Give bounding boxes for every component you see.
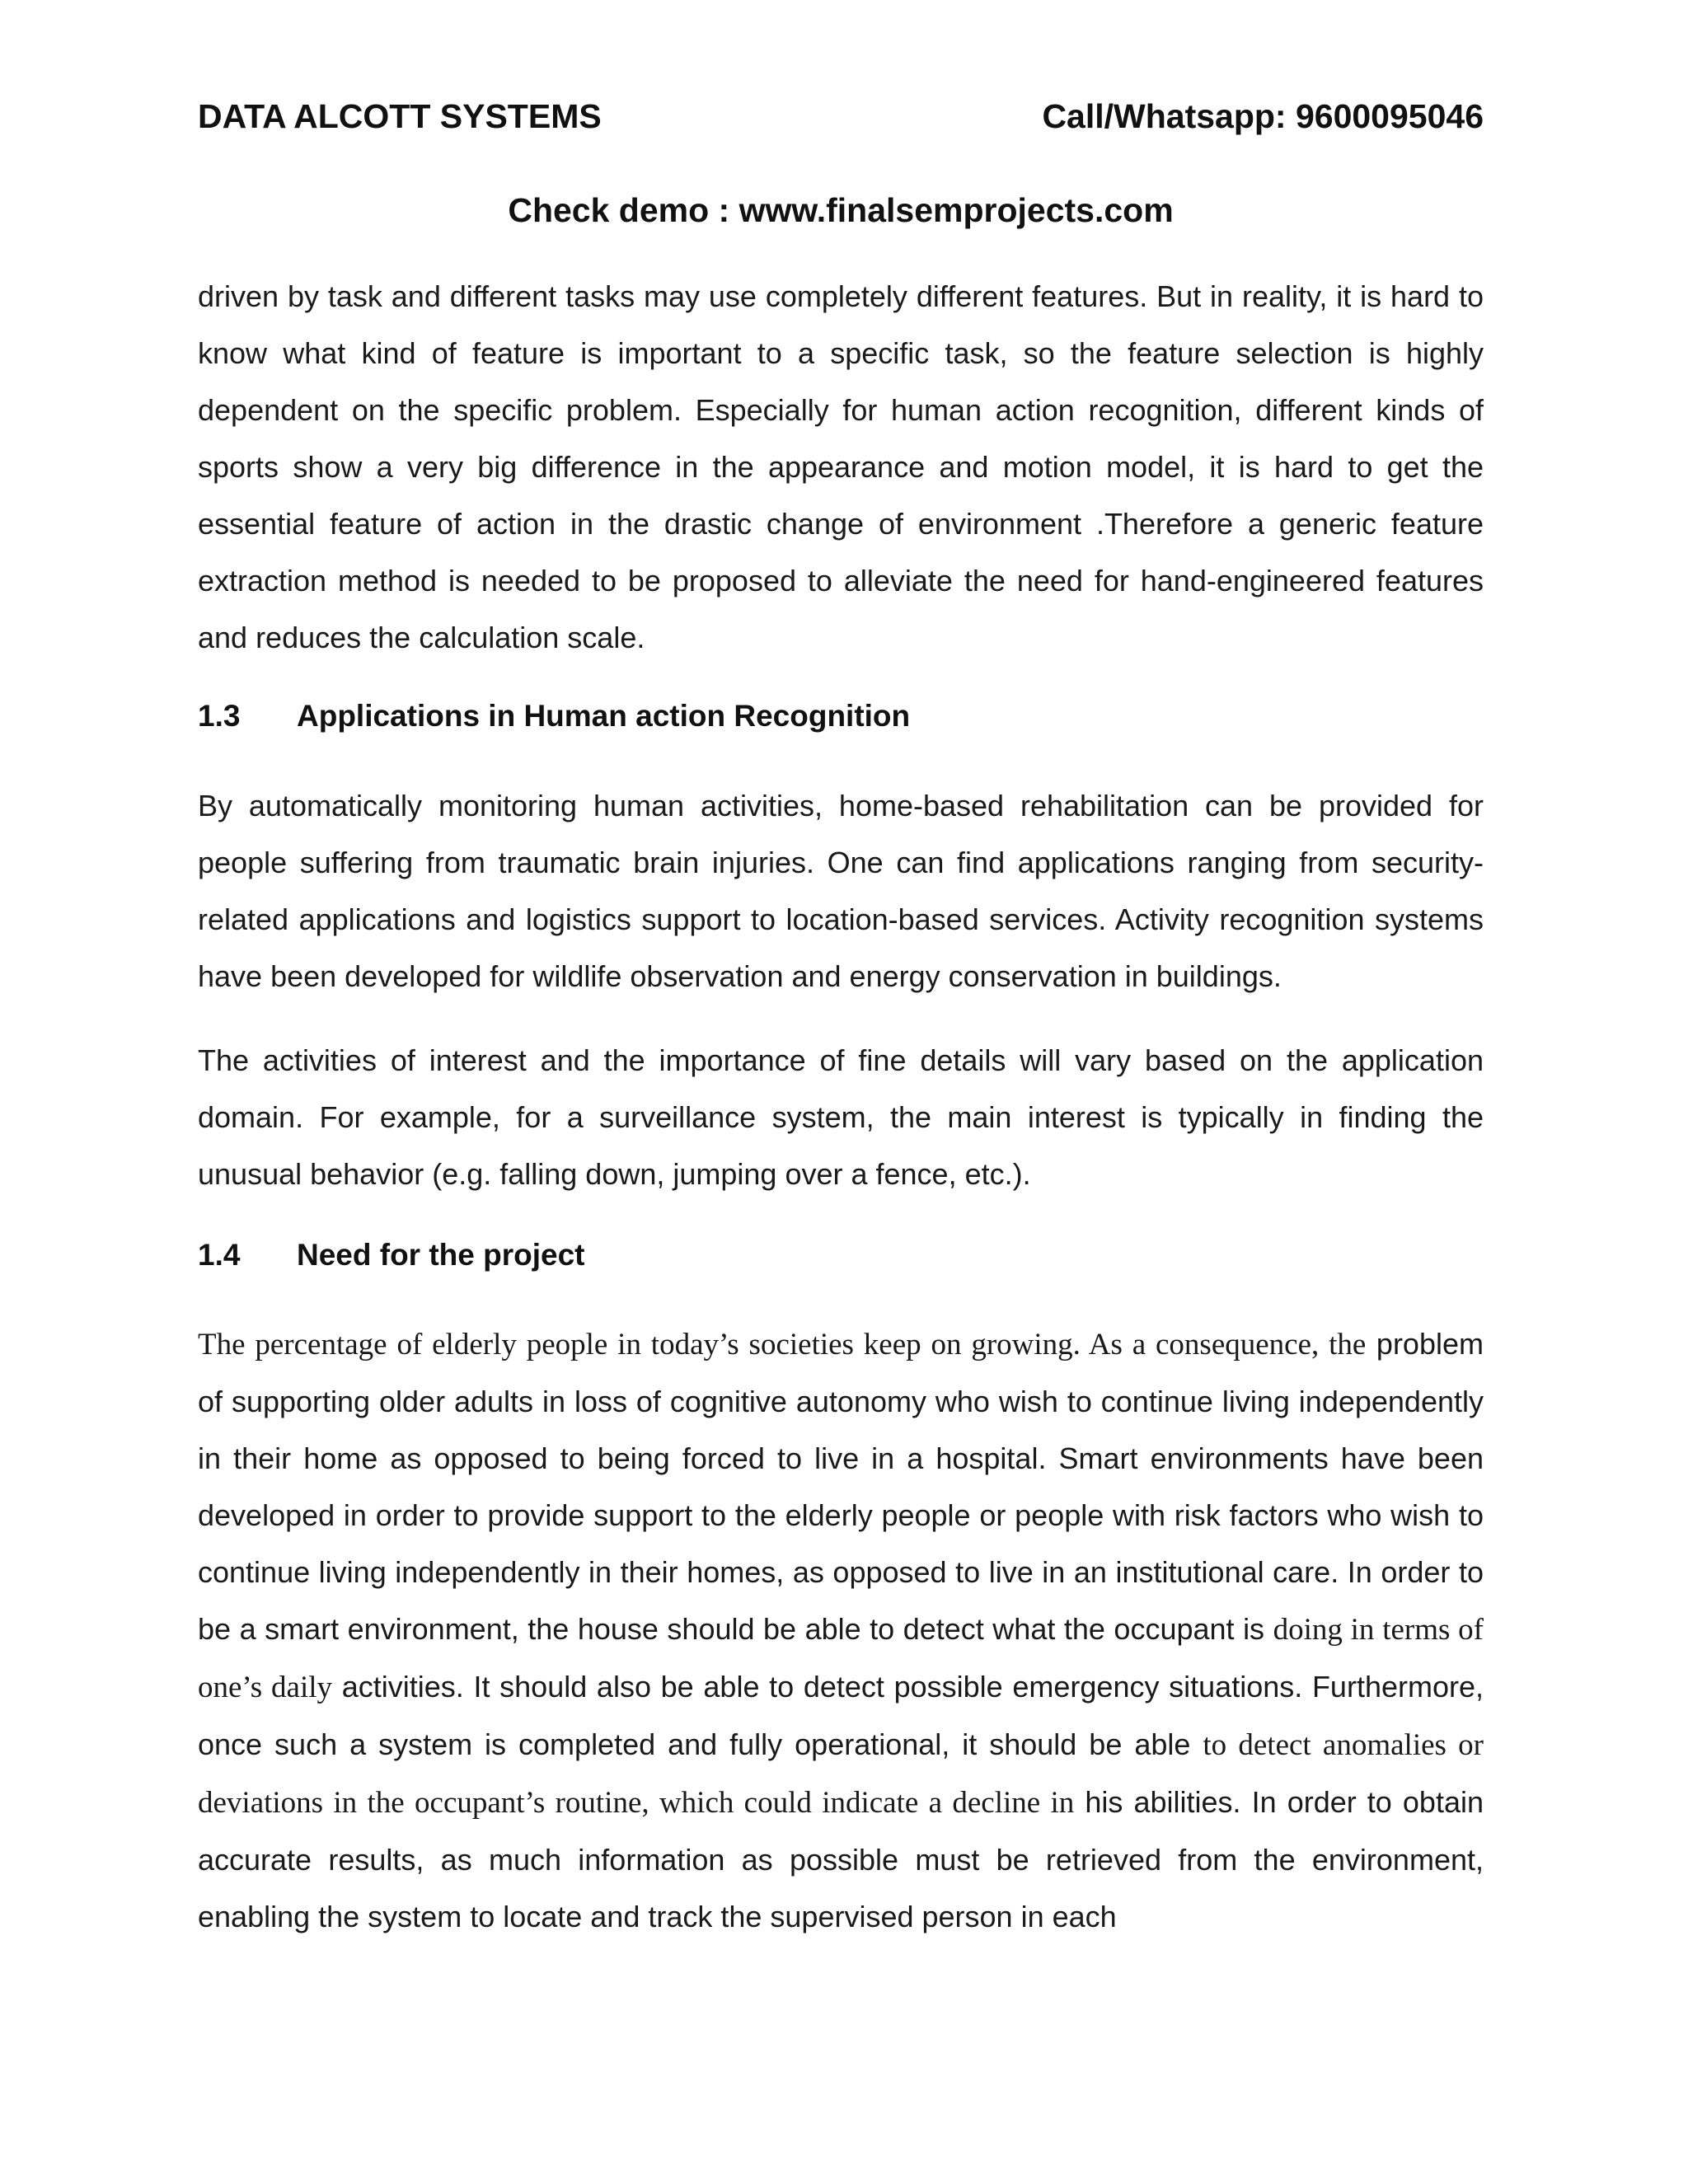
serif-lead-text: The percentage of elderly people in today’s societies keep on growing. As a consequence, the xyxy=(198,1328,1367,1361)
serif-mid-text: doing in terms of one’s daily xyxy=(198,1613,1484,1704)
section-number: 1.4 xyxy=(198,1238,241,1272)
section-title: Applications in Human action Recognition xyxy=(297,699,911,733)
paragraph-applications-1: By automatically monitoring human activities, home-based rehabilitation can be provided for people suffering from traumatic brain injuries. One can find applications ranging from security-related applications and logistics support to location-based services. Activity recognition systems have been developed for wildlife observation and energy conservation in buildings. xyxy=(198,789,1484,993)
contact-number: Call/Whatsapp: 9600095046 xyxy=(1042,97,1484,135)
section-title: Need for the project xyxy=(297,1238,585,1272)
page-header xyxy=(198,97,1484,147)
section-heading-1-3 xyxy=(198,699,1484,733)
section-heading-1-4 xyxy=(198,1238,1484,1272)
company-name: DATA ALCOTT SYSTEMS xyxy=(198,97,602,135)
paragraph-need-for-project xyxy=(198,1315,1484,1945)
section-number: 1.3 xyxy=(198,699,241,733)
paragraph-text-part3: his abilities. In order to obtain accurate results, as much information as possible must be retrieved from the environment, enabling the system to locate and track the supervised person in each xyxy=(198,1785,1484,1933)
paragraph-text-part2: activities. It should also be able to detect possible emergency situations. Furthermore, once such a system is completed and fully operational, it should be able xyxy=(198,1670,1484,1761)
paragraph-text-part1: problem of supporting older adults in loss of cognitive autonomy who wish to continue living independently in their home as opposed to being forced to live in a hospital. Smart environments have been developed in order to provide support to the elderly people or people with risk factors who wish to continue living independently in their homes, as opposed to live in an institutional care. In order to be a smart environment, the house should be able to detect what the occupant is xyxy=(198,1327,1484,1646)
intro-paragraph: driven by task and different tasks may use completely different features. But in reality, it is hard to know what kind of feature is important to a specific task, so the feature selection is highly dependent on the specific problem. Especially for human action recognition, different kinds of sports show a very big difference in the appearance and motion model, it is hard to get the essential feature of action in the drastic change of environment .Therefore a generic feature extraction method is needed to be proposed to alleviate the need for hand-engineered features and reduces the calculation scale. xyxy=(198,279,1484,654)
serif-mid-text-2: to detect anomalies or deviations in the occupant’s routine, which could indicate a decline in xyxy=(198,1728,1484,1820)
demo-link-line: Check demo : www.finalsemprojects.com xyxy=(508,191,1174,229)
paragraph-applications-2: The activities of interest and the importance of fine details will vary based on the application domain. For example, for a surveillance system, the main interest is typically in finding the unusual behavior (e.g. falling down, jumping over a fence, etc.). xyxy=(198,1043,1484,1191)
